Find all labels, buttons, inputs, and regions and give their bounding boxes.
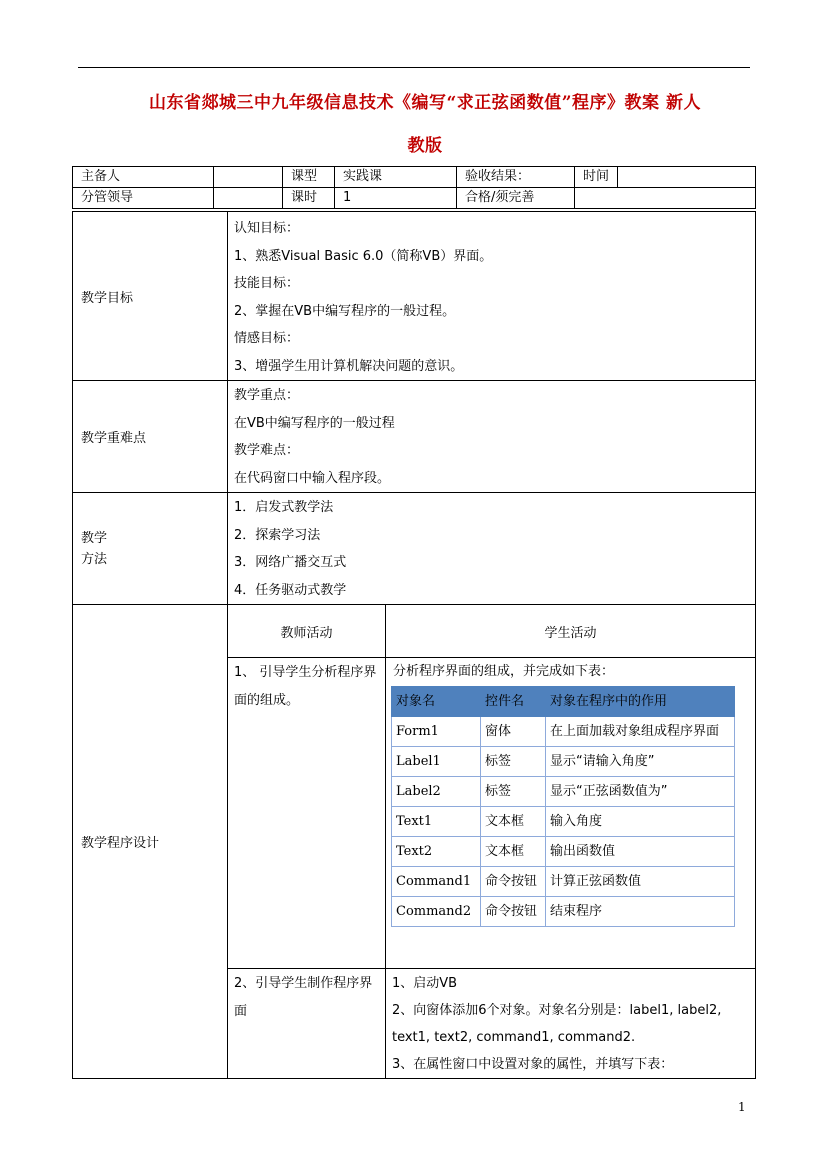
control-name: 标签	[481, 777, 546, 807]
header-row-1	[73, 167, 756, 188]
top-rule	[78, 67, 750, 68]
step1-teacher: 1、 引导学生分析程序界面的组成。	[228, 658, 386, 969]
lesson-plan-table	[72, 211, 756, 1079]
step1-student	[386, 658, 756, 969]
goals-line: 3、增强学生用计算机解决问题的意识。	[234, 358, 464, 374]
cell-lesson-type-value: 实践课	[335, 167, 457, 188]
goals-line: 2、掌握在VB中编写程序的一般过程。	[234, 303, 456, 319]
methods-content	[228, 493, 756, 605]
table-row	[392, 777, 735, 807]
key-points-line: 教学重点：	[234, 388, 300, 403]
goals-label: 教学目标	[73, 212, 228, 381]
methods-line: 3．网络广播交互式	[234, 555, 347, 570]
step2-line: 1、启动VB	[392, 976, 458, 991]
key-points-label: 教学重难点	[73, 381, 228, 493]
object-table-header	[392, 687, 735, 717]
methods-line: 1．启发式教学法	[234, 500, 334, 515]
cell-acceptance-label: 验收结果：	[457, 167, 575, 188]
control-name: 文本框	[481, 837, 546, 867]
object-name: Command1	[392, 867, 481, 897]
header-row-2	[73, 188, 756, 209]
object-name: Text1	[392, 807, 481, 837]
table-row	[392, 807, 735, 837]
object-role: 结束程序	[546, 897, 735, 927]
row-goals	[73, 212, 756, 381]
goals-line: 认知目标：	[234, 221, 300, 236]
object-name: Command2	[392, 897, 481, 927]
step2-teacher: 2、引导学生制作程序界面	[228, 969, 386, 1079]
row-methods	[73, 493, 756, 605]
document-title	[80, 88, 770, 161]
header-control-name: 控件名	[481, 687, 546, 717]
cell-time-value	[618, 167, 756, 188]
key-points-content	[228, 381, 756, 493]
cell-supervisor-label: 分管领导	[73, 188, 214, 209]
object-name: Label1	[392, 747, 481, 777]
methods-label	[73, 493, 228, 605]
step2-line: 3、在属性窗口中设置对象的属性，并填写下表：	[392, 1057, 674, 1072]
control-name: 命令按钮	[481, 867, 546, 897]
step1-intro: 分析程序界面的组成，并完成如下表：	[393, 664, 615, 679]
goals-line: 技能目标：	[234, 276, 300, 291]
header-object-name: 对象名	[392, 687, 481, 717]
step2-student	[386, 969, 756, 1079]
key-points-line: 在VB中编写程序的一般过程	[234, 415, 395, 431]
cell-supervisor-value	[214, 188, 283, 209]
control-name: 标签	[481, 747, 546, 777]
methods-label-line-2: 方法	[81, 551, 108, 567]
row-design-header	[73, 605, 756, 658]
step2-line: 2、向窗体添加6个对象。对象名分别是：label1, label2, text1, text2, command1, command2.	[392, 1003, 722, 1045]
cell-preparer-label: 主备人	[73, 167, 214, 188]
header-table	[72, 166, 756, 209]
methods-line: 2．探索学习法	[234, 527, 321, 543]
table-row	[392, 867, 735, 897]
header-role: 对象在程序中的作用	[546, 687, 735, 717]
cell-time-label: 时间	[575, 167, 618, 188]
title-line-2: 教版	[407, 136, 443, 156]
object-role: 输出函数值	[546, 837, 735, 867]
object-name: Form1	[392, 717, 481, 747]
object-role: 在上面加载对象组成程序界面	[546, 717, 735, 747]
cell-empty	[575, 188, 756, 209]
key-points-line: 教学难点：	[234, 443, 300, 458]
key-points-line: 在代码窗口中输入程序段。	[234, 470, 391, 486]
goals-line: 情感目标：	[234, 331, 300, 346]
cell-lesson-type-label: 课型	[283, 167, 335, 188]
cell-preparer-value	[214, 167, 283, 188]
object-name: Text2	[392, 837, 481, 867]
table-row	[392, 837, 735, 867]
teacher-activity-header: 教师活动	[228, 605, 386, 658]
control-name: 文本框	[481, 807, 546, 837]
page-number: 1	[738, 1100, 746, 1114]
object-role: 计算正弦函数值	[546, 867, 735, 897]
object-role: 输入角度	[546, 807, 735, 837]
object-table	[391, 686, 735, 927]
cell-periods-value: 1	[335, 188, 457, 209]
design-label: 教学程序设计	[73, 605, 228, 1079]
title-line-1: 山东省郯城三中九年级信息技术《编写“求正弦函数值”程序》教案 新人	[149, 93, 701, 113]
methods-label-line-1: 教学	[81, 530, 108, 546]
object-role: 显示“请输入角度”	[546, 747, 735, 777]
row-key-points	[73, 381, 756, 493]
goals-content	[228, 212, 756, 381]
student-activity-header: 学生活动	[386, 605, 756, 658]
table-row	[392, 747, 735, 777]
control-name: 窗体	[481, 717, 546, 747]
object-role: 显示“正弦函数值为”	[546, 777, 735, 807]
methods-line: 4．任务驱动式教学	[234, 582, 347, 598]
object-name: Label2	[392, 777, 481, 807]
cell-acceptance-value: 合格/须完善	[457, 188, 575, 209]
table-row	[392, 897, 735, 927]
control-name: 命令按钮	[481, 897, 546, 927]
table-row	[392, 717, 735, 747]
goals-line: 1、熟悉Visual Basic 6.0（简称VB）界面。	[234, 248, 493, 264]
cell-periods-label: 课时	[283, 188, 335, 209]
